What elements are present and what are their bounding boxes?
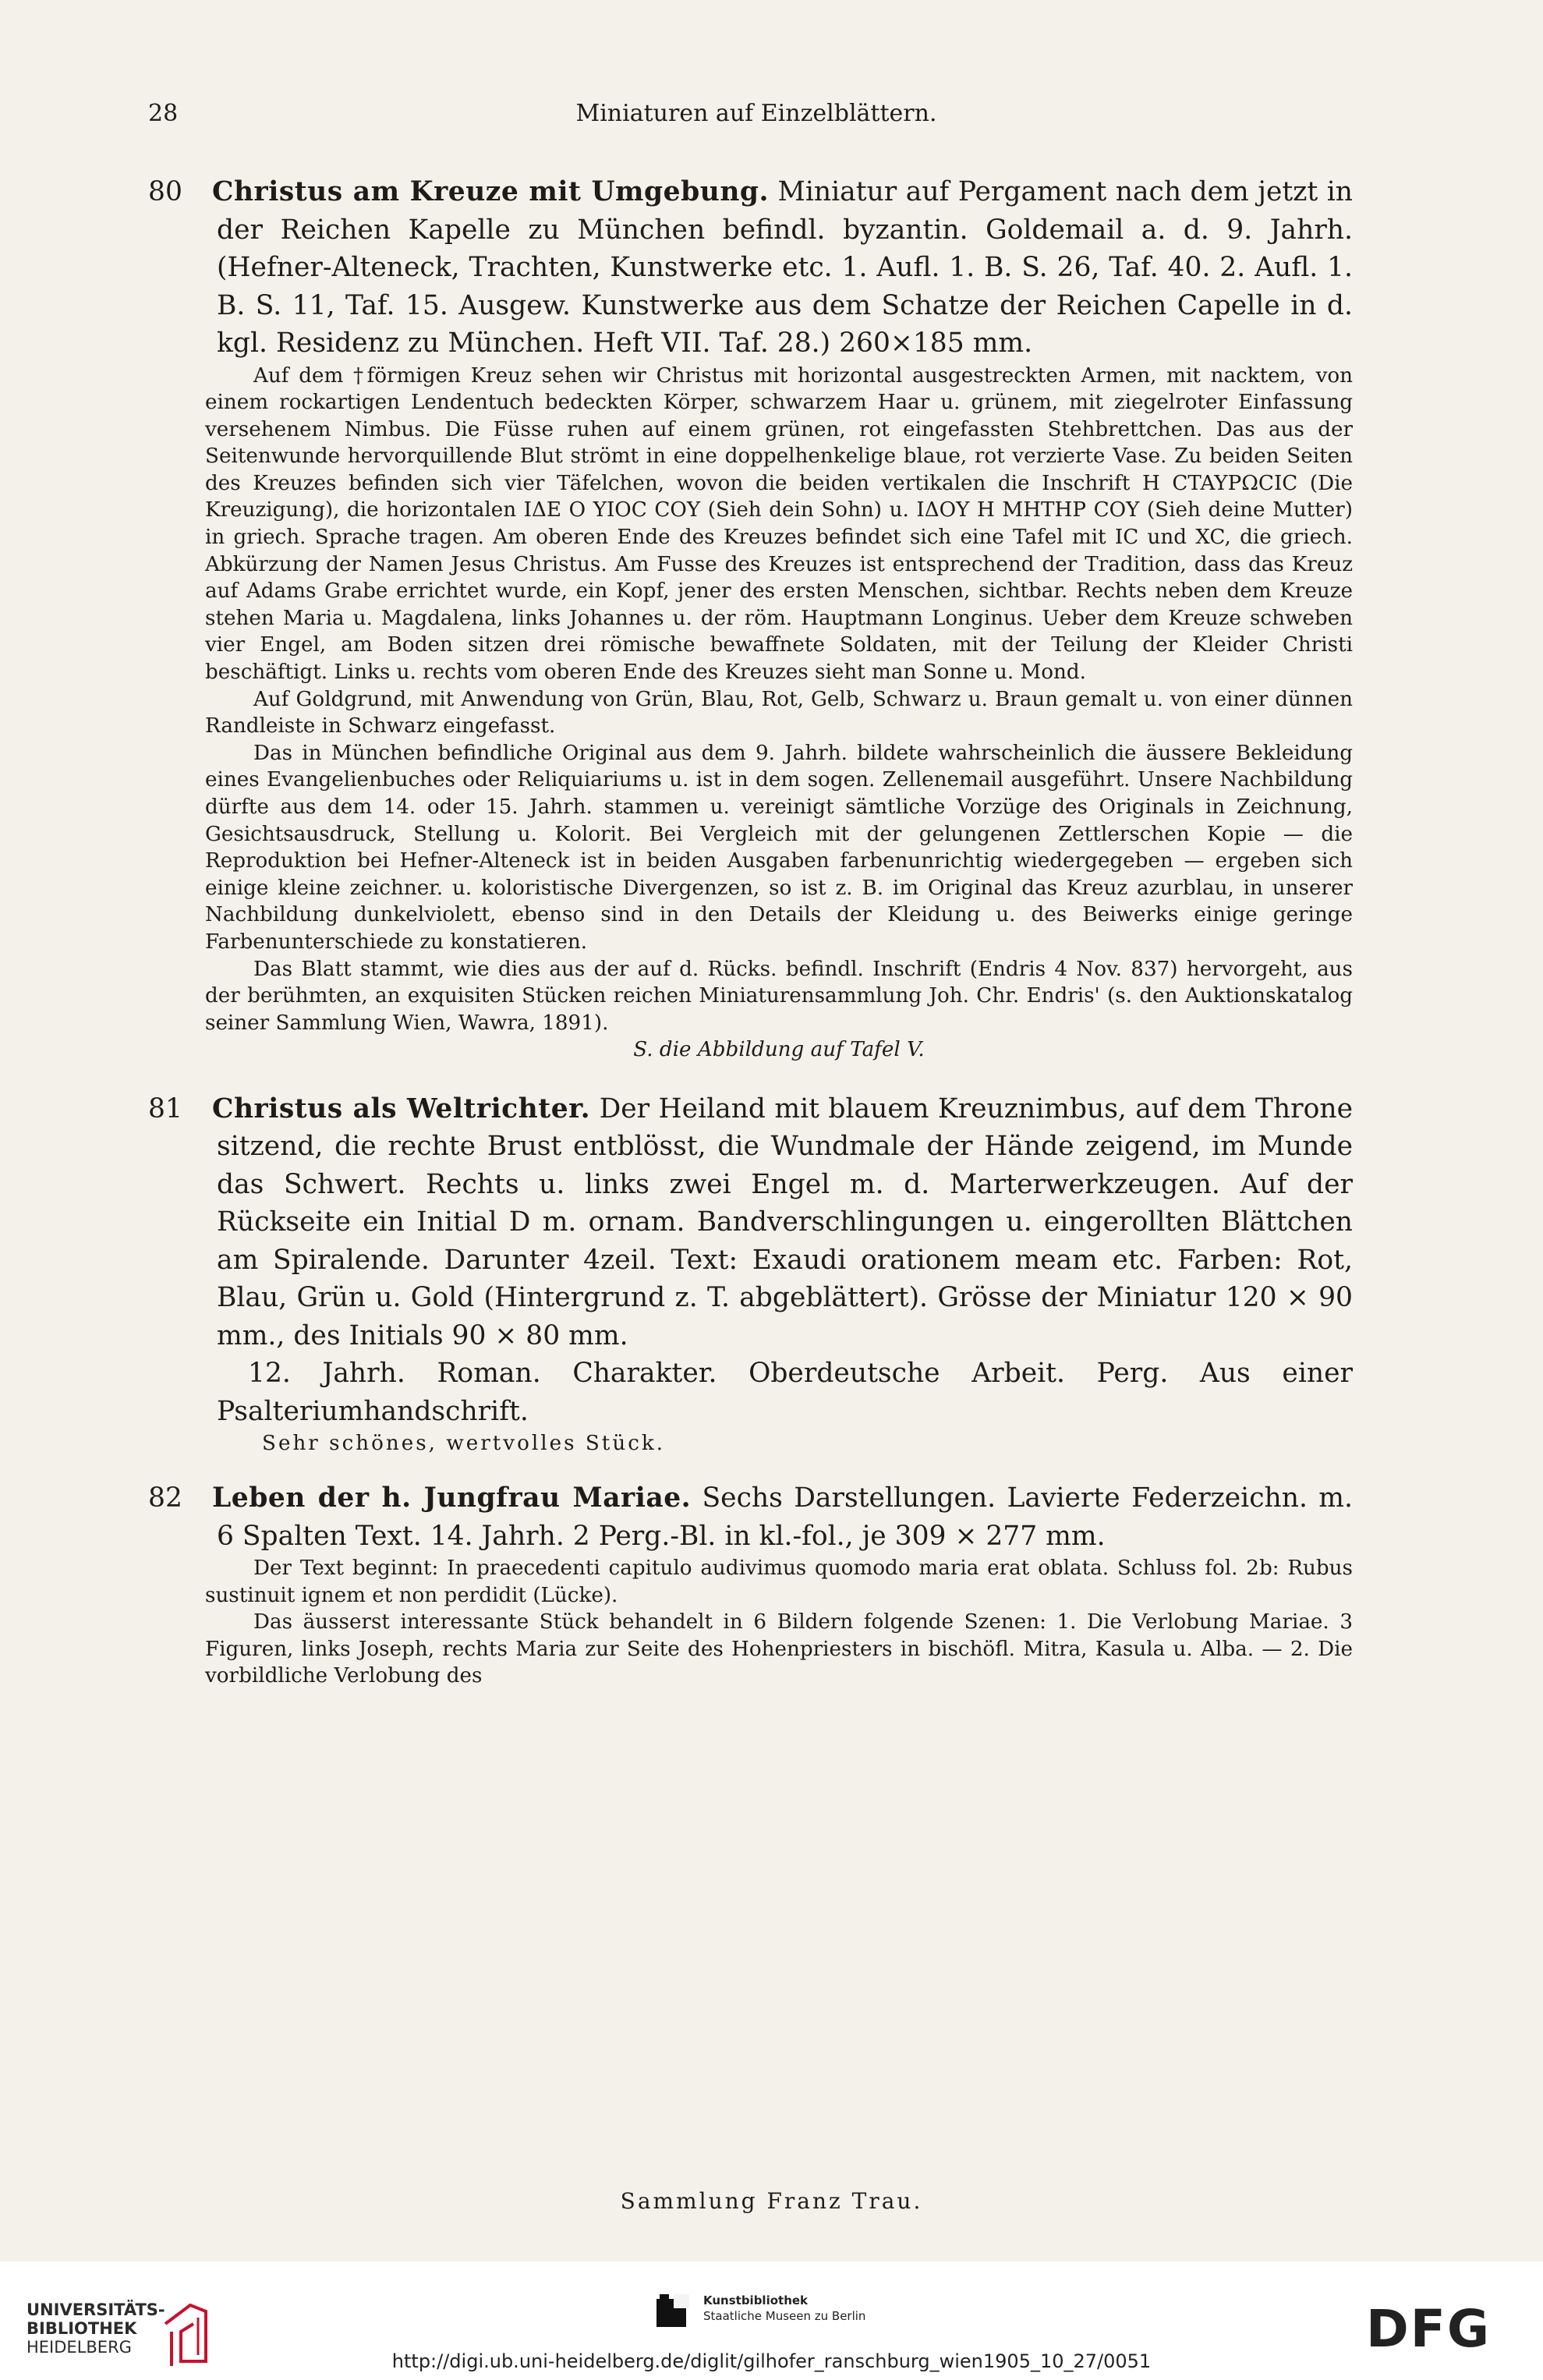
page-number: 28 [148,100,179,127]
ub-heidelberg-wordmark [27,2300,165,2357]
partner-subtitle: Staatliche Museen zu Berlin [703,2309,866,2323]
entry-paragraph: Das äusserst interessante Stück behandelt in 6 Bildern folgende Szenen: 1. Die Verlobung Mariae. 3 Figuren, links Joseph, rechts Maria zur Seite des Hohenpriesters in bischöfl. Mitra, Kasula u. Alba. — 2. Die vorbildliche Verlobung des [205,1610,1353,1688]
kunstbibliothek-logo[interactable] [655,2293,967,2339]
entry-description-continued: 12. Jahrh. Roman. Charakter. Oberdeutsche Arbeit. Perg. Aus einer Psalteriumhandschrift. [217,1358,1353,1427]
entry-title: Christus als Weltrichter. [212,1093,591,1124]
entry-description: Sechs Darstellungen. Lavierte Federzeichn. m. 6 Spalten Text. 14. Jahrh. 2 Perg.-Bl. in kl.-fol., je 309 × 277 mm. [217,1482,1353,1552]
entry-paragraph: Auf dem †förmigen Kreuz sehen wir Christus mit horizontal ausgestreckten Armen, mit nacktem, von einem rockartigen Lendentuch bedeckten Körper, schwarzem Haar u. grünem, mit ziegelroter Einfassung versehenem Nimbus. Die Füsse ruhen auf einem grünen, rot eingefassten Stehbrettchen. Das aus der Seitenwunde hervorquillende Blut strömt in eine doppelhenkelige blaue, rot verzierte Vase. Zu beiden Seiten des Kreuzes befinden sich vier Täfelchen, wovon die beiden vertikalen die Inschrift H CTAYPΩCIC (Die Kreuzigung), die horizontalen IΔE O YIOC COY (Sieh dein Sohn) u. IΔOY H MHTHP COY (Sieh deine Mutter) in griech. Sprache tragen. Am oberen Ende des Kreuzes befindet sich eine Tafel mit IC und XC, die griech. Abkürzung der Namen Jesus Christus. Am Fusse des Kreuzes ist entsprechend der Tradition, dass das Kreuz auf Adams Grabe errichtet wurde, ein Kopf, jener des ersten Menschen, sichtbar. Rechts neben dem Kreuze stehen Maria u. Magdalena, links Johannes u. der röm. Hauptmann Longinus. Ueber dem Kreuze schweben vier Engel, am Boden sitzen drei römische bewaffnete Soldaten, mit der Teilung der Kleider Christi beschäftigt. Links u. rechts vom oberen Ende des Kreuzes sieht man Sonne u. Mond. [205,363,1353,685]
entry-remark: Sehr schönes, wertvolles Stück. [262,1432,666,1456]
running-title: Miniaturen auf Einzelblättern. [575,100,937,127]
entry-paragraph: Auf Goldgrund, mit Anwendung von Grün, Blau, Rot, Gelb, Schwarz u. Braun gemalt u. von einer dünnen Randleiste in Schwarz eingefasst. [205,687,1353,738]
entry-heading [148,173,1353,363]
entry-title: Christus am Kreuze mit Umgebung. [212,176,770,207]
plate-reference: S. die Abbildung auf Tafel V. [633,1038,925,1062]
entry-heading [148,1479,1353,1555]
library-city: HEIDELBERG [27,2338,132,2357]
entry-description: Der Heiland mit blauem Kreuznimbus, auf dem Throne sitzend, die rechte Brust entblösst, die Wundmale der Hände zeigend, im Munde das Schwert. Rechts u. links zwei Engel m. d. Marterwerkzeugen. Auf der Rückseite ein Initial D m. ornam. Bandverschlingungen u. eingerollten Blättchen am Spiralende. Darunter 4zeil. Text: Exaudi orationem meam etc. Farben: Rot, Blau, Grün u. Gold (Hintergrund z. T. abgeblättert). Grösse der Miniatur 120 × 90 mm., des Initials 90 × 80 mm. [217,1093,1353,1351]
catalogue-entry-80 [148,173,1353,1064]
entry-number: 82 [148,1482,182,1514]
entry-description: Miniatur auf Pergament nach dem jetzt in der Reichen Kapelle zu München befindl. byzantin. Goldemail a. d. 9. Jahrh. (Hefner-Alteneck, Trachten, Kunstwerke etc. 1. Aufl. 1. B. S. 26, Taf. 40. 2. Aufl. 1. B. S. 11, Taf. 15. Ausgew. Kunstwerke aus dem Schatze der Reichen Capelle in d. kgl. Residenz zu München. Heft VII. Taf. 28.) 260×185 mm. [217,176,1354,359]
entry-title: Leben der h. Jungfrau Mariae. [212,1482,692,1514]
catalogue-content [148,173,1353,1690]
catalogue-entry-82 [148,1479,1353,1690]
library-name-line: UNIVERSITÄTS- [27,2300,165,2319]
entry-body [205,1555,1353,1690]
permalink-url[interactable]: http://digi.ub.uni-heidelberg.de/diglit/gilhofer_ranschburg_wien1905_10_27/0051 [391,2350,1152,2372]
entry-number: 81 [148,1093,182,1124]
entry-paragraph: Der Text beginnt: In praecedenti capitulo audivimus quomodo maria erat oblata. Schluss fol. 2b: Rubus sustinuit ignem et non perdidit (Lücke). [205,1557,1353,1607]
entry-paragraph: Das in München befindliche Original aus dem 9. Jahrh. bildete wahrscheinlich die äussere Bekleidung eines Evangelienbuches oder Reliquiariums u. ist in dem sogen. Zellenemail ausgeführt. Unsere Nachbildung dürfte aus dem 14. oder 15. Jahrh. stammen u. vereinigt sämtliche Vorzüge des Originals in Zeichnung, Gesichtsausdruck, Stellung u. Kolorit. Bei Vergleich mit der gelungenen Zettlerschen Kopie — die Reproduktion bei Hefner-Alteneck ist in beiden Ausgaben farbenunrichtig wiedergegeben — ergeben sich einige kleine zeichner. u. koloristische Divergenzen, so ist z. B. im Original das Kreuz azurblau, in unserer Nachbildung dunkelviolett, ebenso sind in den Details der Kleidung u. des Beiwerks einige geringe Farbenunterschiede zu konstatieren. [205,741,1353,954]
collection-footer: Sammlung Franz Trau. [620,2188,923,2214]
running-header [148,100,1364,134]
entry-body [205,363,1353,1064]
kunstbibliothek-mark-icon [655,2293,691,2329]
catalogue-entry-81 [148,1090,1353,1457]
entry-heading [148,1090,1353,1431]
dfg-logo[interactable]: DFG [1366,2299,1492,2359]
entry-body [205,1430,1353,1457]
library-name-line: BIBLIOTHEK [27,2319,137,2338]
entry-number: 80 [148,176,182,207]
entry-paragraph: Das Blatt stammt, wie dies aus der auf d. Rücks. befindl. Inschrift (Endris 4 Nov. 837) hervorgeht, aus der berühmten, an exquisiten Stücken reichen Miniaturensammlung Joh. Chr. Endris' (s. den Auktionskatalog seiner Sammlung Wien, Wawra, 1891). [205,957,1353,1035]
partner-name: Kunstbibliothek [703,2293,809,2307]
kunstbibliothek-wordmark [703,2293,865,2324]
